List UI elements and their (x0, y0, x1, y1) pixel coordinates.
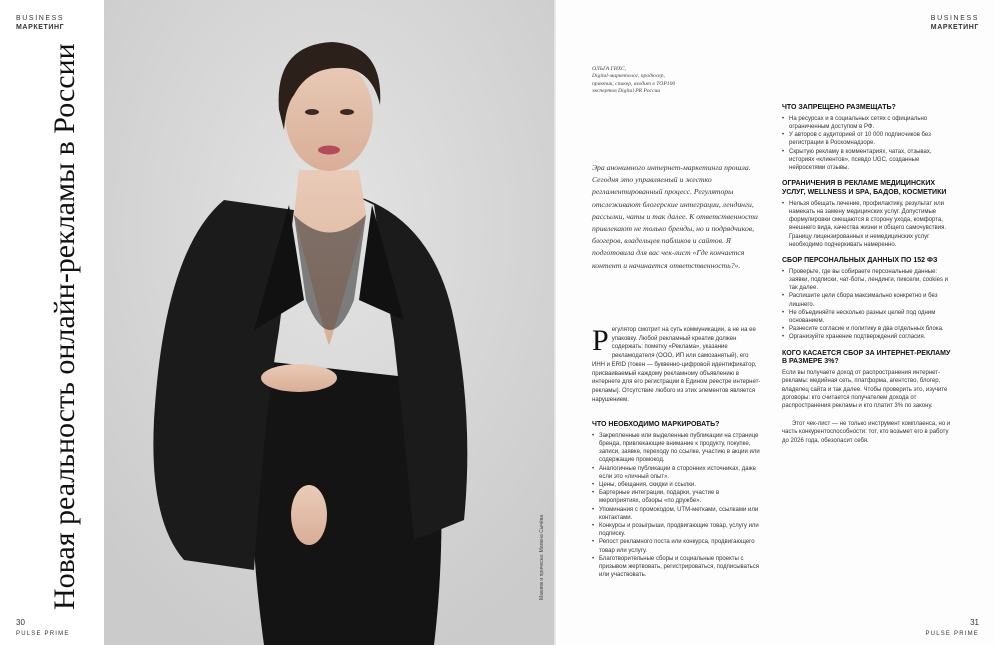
brand-name-right: PULSE PRIME (925, 631, 979, 637)
subsection-name: МАРКЕТИНГ (930, 24, 979, 31)
forbidden-section (782, 104, 952, 172)
lead-paragraph: Эра анонимного интернет-маркетинга прошла. Сегодня это управляемый и жестко регламентированный процесс. Регуляторы отслеживают блогерские интеграции, лендинги, рассылки, чаты и так далее. К ответственности привлекают не только бренды, но и подрядчиков, блогеров, владельцев пабликов и сайтов. Я подготовила для вас чек-лист «Где кончается контент и начинается ответственность?». (592, 163, 758, 270)
list-item: • Конкурсы и розыгрыши, продвигающие товар, услугу или подписку. (592, 522, 762, 538)
list-item: • У авторов с аудиторией от 10 000 подписчиков без регистрации в Роскомнадзоре. (782, 131, 952, 147)
article-headline: Новая реальность онлайн-рекламы в России (48, 43, 81, 610)
list-item: • Разнесите согласие и политику в два отдельных блока. (782, 325, 952, 333)
drop-cap: Р (592, 324, 609, 357)
author-bio-line: Digital-маркетолог, продюсер, (592, 73, 665, 80)
section-heading: КОГО КАСАЕТСЯ СБОР ЗА ИНТЕРНЕТ-РЕКЛАМУ В РАЗМЕРЕ 3%? (782, 349, 951, 366)
tax-section (782, 350, 952, 445)
bullet-list (592, 432, 762, 580)
portrait-illustration (104, 0, 556, 645)
list-item: • На ресурсах и в социальных сетях с официально ограниченным доступом в РФ. (782, 115, 952, 131)
author-bio (592, 66, 712, 96)
list-item: • Организуйте хранение подтверждений согласия. (782, 333, 952, 341)
list-item: • Скрытую рекламу в комментариях, чатах, отзывах, историях «клиентов», псевдо UGC, созданные нейросетями отзывы. (782, 148, 952, 173)
list-item: • Распишите цели сбора максимально конкретно и без лишнего. (782, 292, 952, 308)
portrait-photo (104, 0, 556, 645)
list-item: • Проверьте, где вы собираете персональные данные: заявки, подписки, чат-боты, лендинги, пиксели, cookies и так далее. (782, 268, 952, 293)
section-heading: СБОР ПЕРСОНАЛЬНЫХ ДАННЫХ ПО 152 ФЗ (782, 257, 938, 265)
medical-section (782, 180, 952, 249)
personal-data-section (782, 257, 952, 342)
author-bio-line: практик, спикер, входит в ТОР100 (592, 80, 676, 87)
list-item: • Не объединяйте несколько разных целей под одним основанием. (782, 309, 952, 325)
closing-paragraph: Этот чек-лист — не только инструмент комплаенса, но и часть конкурентоспособности: тот, кто возьмет его в работу до 2026 года, обезопасит себя. (782, 421, 951, 444)
page-number-left: 30 (16, 618, 25, 627)
section-heading: ЧТО ЗАПРЕЩЕНО РАЗМЕЩАТЬ? (782, 104, 896, 111)
list-item: • Бартерные интеграции, подарки, участие в мероприятиях, обзоры «по дружбе». (592, 489, 762, 505)
section-name: BUSINESS (930, 15, 979, 22)
list-item: • Репост рекламного поста или конкурса, продвигающего товар или услугу. (592, 538, 762, 554)
list-item: • Нельзя обещать лечение, профилактику, результат или намекать на замену медицинских услуг. Допустимые формулировки смещаются в сторону ухода, комфорта, внешнего вида, качества жизни и общего самочувствия. Границу лицензированных и немедицинских услуг необходимо подчеркивать намеренно. (782, 200, 952, 249)
author-bio-line: экспертов Digital PR России (592, 88, 661, 95)
page-number-right: 31 (970, 618, 979, 627)
list-item: • Цены, обещания, скидки и ссылки. (592, 481, 762, 489)
subsection-name: МАРКЕТИНГ (16, 24, 65, 31)
list-item: • Закрепленные или выделенные публикации на странице бренда, привлекающие внимание к продукту, покупке, записи, заявке, переходу по ссылке, участию в акции или содержащие промокод. (592, 432, 762, 465)
section-heading: ОГРАНИЧЕНИЯ В РЕКЛАМЕ МЕДИЦИНСКИХ УСЛУГ, WELLNESS И SPA, БАДОВ, КОСМЕТИКИ (782, 180, 947, 197)
article-column-right (782, 104, 952, 453)
bullet-list (782, 200, 952, 249)
brand-name-left: PULSE PRIME (16, 631, 70, 637)
list-item: • Аналогичные публикации в сторонних источниках, даже если это «личный опыт». (592, 465, 762, 481)
mark-section (592, 421, 762, 579)
section-label-right (931, 14, 979, 32)
list-item: • Благотворительные сборы и социальные проекты с призывом жертвовать, регистрироваться, подписываться или участвовать. (592, 555, 762, 580)
tax-text: Если вы получаете доход от распространения интернет-рекламы: медийная сеть, платформа, агентство, блогер, владелец сайта и так далее. Чтобы проверить это, изучите договоры: кто считается получателем дохода от распространения рекламы и кто платит 3% по закону. (782, 370, 948, 410)
section-heading: ЧТО НЕОБХОДИМО МАРКИРОВАТЬ? (592, 421, 720, 428)
intro-paragraph (592, 326, 762, 404)
author-name: ОЛЬГА ГИХС, (592, 66, 627, 72)
bullet-list (782, 115, 952, 172)
bullet-list (782, 268, 952, 342)
section-label-left (16, 14, 64, 32)
photo-credit: Макияж и прическа: Милена Сычёва (539, 514, 545, 600)
list-item: • Упоминания с промокодом, UTM-метками, ссылками или контактами. (592, 506, 762, 522)
section-name: BUSINESS (16, 15, 65, 22)
article-column-left (592, 421, 762, 587)
intro-text: егулятор смотрит на суть коммуникации, а не на ее упаковку. Любой рекламный креатив должен содержать: пометку «Реклама», указание рекламодателя (ООО, ИП или самозанятый), его ИНН и ERID (токен — буквенно-цифровой идентификатор, присваиваемый каждому рекламному объявлению в интернете для его регистрации в Едином реестре интернет-рекламы). Отсутствие любого из этих элементов является нарушением. (592, 327, 761, 403)
